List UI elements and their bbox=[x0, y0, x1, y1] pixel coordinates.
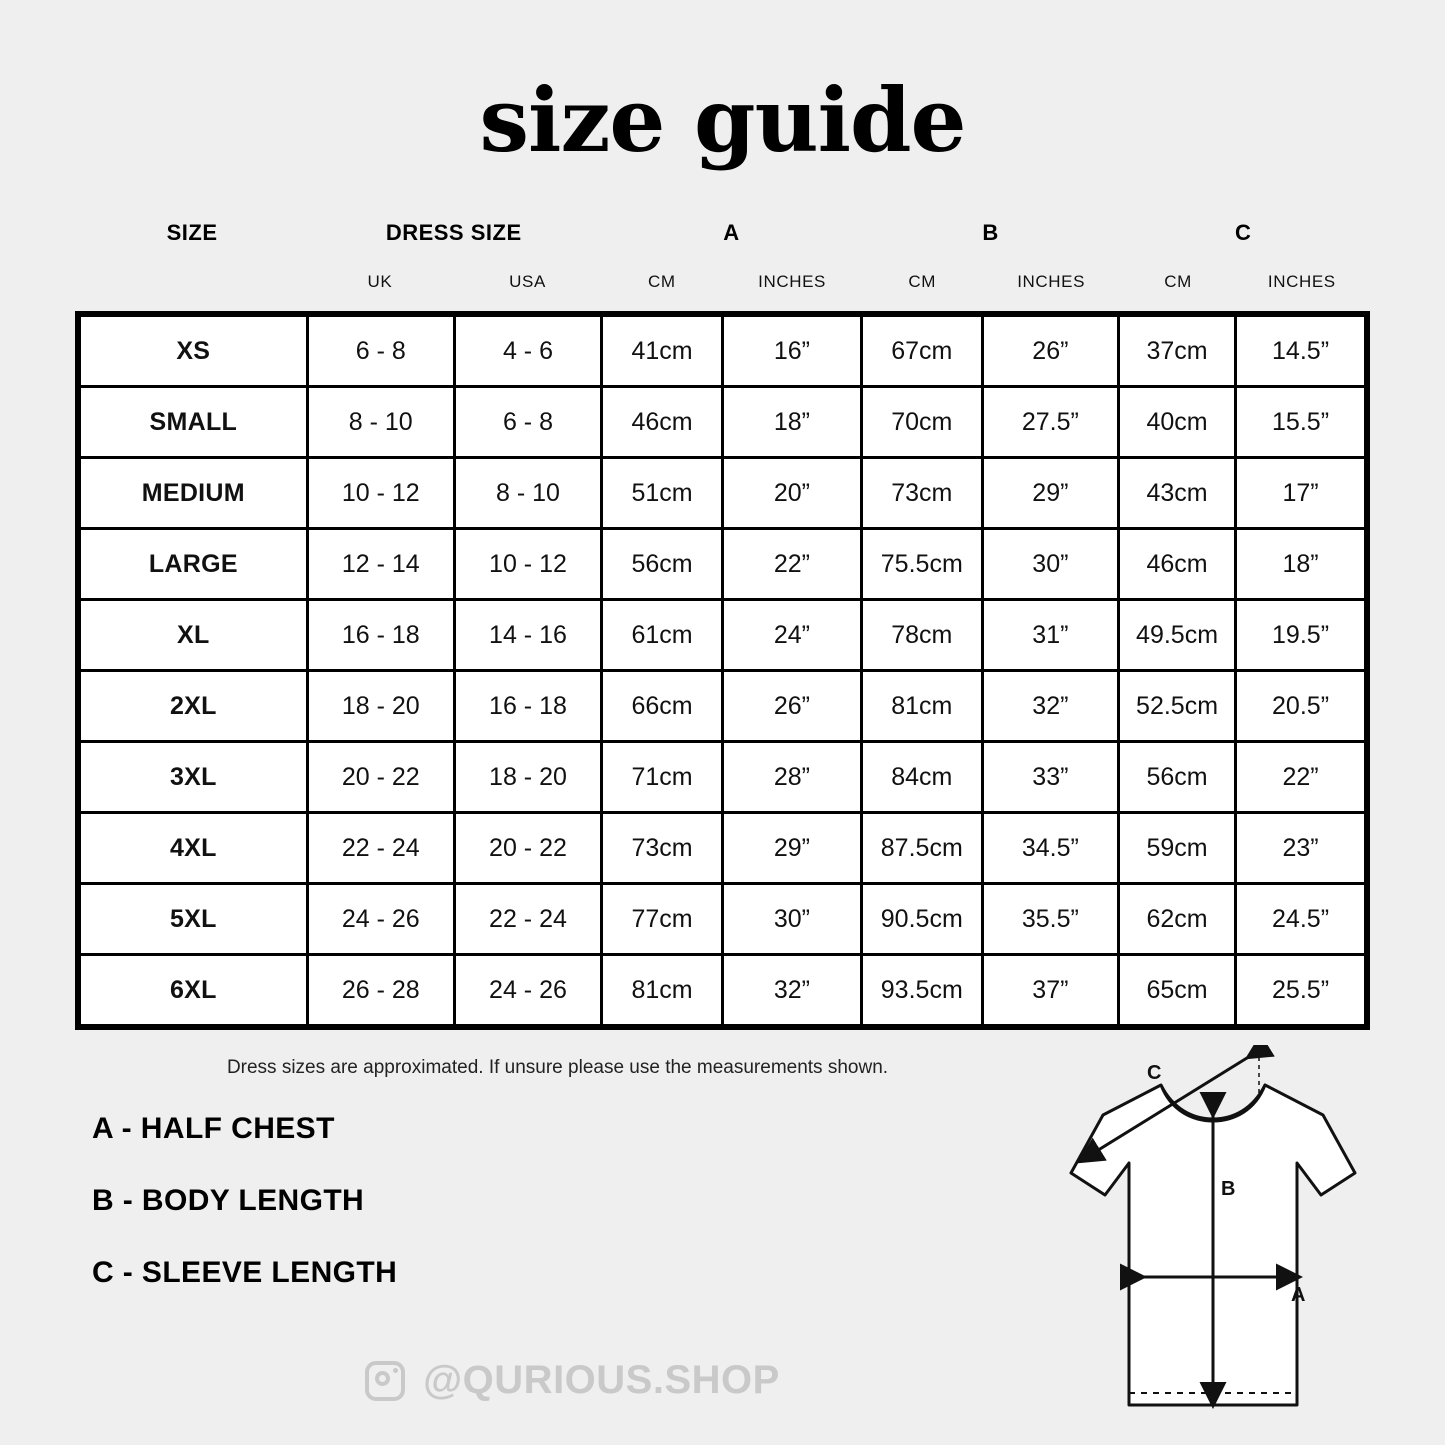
table-row bbox=[80, 529, 1366, 600]
cell-a-in: 29” bbox=[722, 813, 861, 884]
cell-c-in: 18” bbox=[1236, 529, 1366, 600]
cell-size: XS bbox=[80, 316, 308, 387]
cell-b-in: 26” bbox=[982, 316, 1118, 387]
cell-uk: 6 - 8 bbox=[307, 316, 454, 387]
cell-size: XL bbox=[80, 600, 308, 671]
cell-c-cm: 37cm bbox=[1119, 316, 1236, 387]
table-row bbox=[80, 671, 1366, 742]
cell-a-in: 26” bbox=[722, 671, 861, 742]
cell-a-cm: 73cm bbox=[602, 813, 723, 884]
cell-b-in: 35.5” bbox=[982, 884, 1118, 955]
cell-b-in: 31” bbox=[982, 600, 1118, 671]
table-row bbox=[80, 955, 1366, 1026]
cell-a-cm: 81cm bbox=[602, 955, 723, 1026]
header-sub-c-in: INCHES bbox=[1267, 272, 1336, 291]
size-table bbox=[78, 314, 1367, 1027]
cell-b-in: 30” bbox=[982, 529, 1118, 600]
table-header-area bbox=[78, 220, 1367, 292]
cell-uk: 26 - 28 bbox=[307, 955, 454, 1026]
table-row bbox=[80, 316, 1366, 387]
table-row bbox=[80, 884, 1366, 955]
cell-b-in: 37” bbox=[982, 955, 1118, 1026]
cell-a-in: 20” bbox=[722, 458, 861, 529]
cell-a-cm: 71cm bbox=[602, 742, 723, 813]
legend-item-b: B - BODY LENGTH bbox=[92, 1184, 365, 1217]
watermark-handle: @QURIOUS.SHOP bbox=[423, 1358, 780, 1402]
cell-uk: 16 - 18 bbox=[307, 600, 454, 671]
cell-size: 6XL bbox=[80, 955, 308, 1026]
cell-b-in: 33” bbox=[982, 742, 1118, 813]
cell-c-cm: 59cm bbox=[1119, 813, 1236, 884]
page-title: size guide bbox=[479, 68, 966, 172]
header-sub-a-cm: CM bbox=[648, 272, 676, 291]
legend-item-c: C - SLEEVE LENGTH bbox=[92, 1256, 398, 1289]
cell-a-cm: 56cm bbox=[602, 529, 723, 600]
cell-c-in: 15.5” bbox=[1236, 387, 1366, 458]
cell-c-in: 19.5” bbox=[1236, 600, 1366, 671]
cell-c-cm: 52.5cm bbox=[1119, 671, 1236, 742]
header-sub-c-cm: CM bbox=[1164, 272, 1192, 291]
cell-c-in: 22” bbox=[1236, 742, 1366, 813]
cell-c-cm: 49.5cm bbox=[1119, 600, 1236, 671]
cell-c-in: 25.5” bbox=[1236, 955, 1366, 1026]
cell-b-cm: 90.5cm bbox=[861, 884, 982, 955]
cell-a-in: 28” bbox=[722, 742, 861, 813]
cell-usa: 6 - 8 bbox=[454, 387, 601, 458]
header-group-row bbox=[78, 220, 1367, 246]
cell-size: 2XL bbox=[80, 671, 308, 742]
cell-size: 4XL bbox=[80, 813, 308, 884]
cell-uk: 24 - 26 bbox=[307, 884, 454, 955]
cell-c-cm: 62cm bbox=[1119, 884, 1236, 955]
cell-b-in: 34.5” bbox=[982, 813, 1118, 884]
cell-a-in: 24” bbox=[722, 600, 861, 671]
cell-a-in: 22” bbox=[722, 529, 861, 600]
cell-size: 5XL bbox=[80, 884, 308, 955]
table-row bbox=[80, 742, 1366, 813]
diagram-label-c: C bbox=[1147, 1062, 1162, 1084]
cell-c-cm: 56cm bbox=[1119, 742, 1236, 813]
cell-size: SMALL bbox=[80, 387, 308, 458]
cell-a-cm: 46cm bbox=[602, 387, 723, 458]
header-sub-blank bbox=[78, 246, 306, 292]
cell-a-cm: 66cm bbox=[602, 671, 723, 742]
cell-usa: 8 - 10 bbox=[454, 458, 601, 529]
header-sub-a-in: INCHES bbox=[758, 272, 826, 291]
cell-usa: 16 - 18 bbox=[454, 671, 601, 742]
disclaimer-note: Dress sizes are approximated. If unsure please use the measurements shown. bbox=[226, 1057, 889, 1078]
cell-b-cm: 84cm bbox=[861, 742, 982, 813]
diagram-label-a: A bbox=[1291, 1284, 1306, 1306]
cell-c-cm: 46cm bbox=[1119, 529, 1236, 600]
header-group-dress: DRESS SIZE bbox=[385, 220, 522, 245]
cell-usa: 20 - 22 bbox=[454, 813, 601, 884]
cell-a-in: 32” bbox=[722, 955, 861, 1026]
header-sub-usa: USA bbox=[509, 272, 546, 291]
header-sub-row bbox=[78, 246, 1367, 292]
cell-b-cm: 75.5cm bbox=[861, 529, 982, 600]
cell-usa: 14 - 16 bbox=[454, 600, 601, 671]
cell-a-in: 18” bbox=[722, 387, 861, 458]
cell-b-cm: 78cm bbox=[861, 600, 982, 671]
header-group-size: SIZE bbox=[166, 220, 218, 245]
cell-a-cm: 77cm bbox=[602, 884, 723, 955]
cell-uk: 22 - 24 bbox=[307, 813, 454, 884]
cell-uk: 12 - 14 bbox=[307, 529, 454, 600]
cell-b-cm: 93.5cm bbox=[861, 955, 982, 1026]
table-row bbox=[80, 600, 1366, 671]
cell-c-in: 14.5” bbox=[1236, 316, 1366, 387]
cell-size: 3XL bbox=[80, 742, 308, 813]
watermark bbox=[0, 1358, 1445, 1403]
cell-a-cm: 41cm bbox=[602, 316, 723, 387]
cell-usa: 10 - 12 bbox=[454, 529, 601, 600]
legend-item-a: A - HALF CHEST bbox=[92, 1112, 335, 1145]
cell-b-cm: 73cm bbox=[861, 458, 982, 529]
cell-c-in: 24.5” bbox=[1236, 884, 1366, 955]
table-row bbox=[80, 813, 1366, 884]
cell-usa: 24 - 26 bbox=[454, 955, 601, 1026]
cell-size: LARGE bbox=[80, 529, 308, 600]
table-row bbox=[80, 387, 1366, 458]
cell-usa: 4 - 6 bbox=[454, 316, 601, 387]
cell-b-cm: 67cm bbox=[861, 316, 982, 387]
cell-b-in: 32” bbox=[982, 671, 1118, 742]
header-sub-uk: UK bbox=[367, 272, 393, 291]
cell-uk: 20 - 22 bbox=[307, 742, 454, 813]
cell-a-in: 30” bbox=[722, 884, 861, 955]
instagram-icon bbox=[365, 1361, 405, 1401]
header-group-c: C bbox=[1235, 220, 1252, 245]
cell-b-cm: 70cm bbox=[861, 387, 982, 458]
measurement-legend bbox=[92, 1112, 397, 1328]
cell-a-cm: 51cm bbox=[602, 458, 723, 529]
header-group-a: A bbox=[723, 220, 740, 245]
header-group-b: B bbox=[982, 220, 999, 245]
cell-c-in: 20.5” bbox=[1236, 671, 1366, 742]
cell-b-cm: 87.5cm bbox=[861, 813, 982, 884]
cell-size: MEDIUM bbox=[80, 458, 308, 529]
cell-a-cm: 61cm bbox=[602, 600, 723, 671]
cell-c-cm: 40cm bbox=[1119, 387, 1236, 458]
cell-uk: 10 - 12 bbox=[307, 458, 454, 529]
cell-b-cm: 81cm bbox=[861, 671, 982, 742]
cell-c-in: 17” bbox=[1236, 458, 1366, 529]
cell-b-in: 27.5” bbox=[982, 387, 1118, 458]
header-sub-b-cm: CM bbox=[908, 272, 937, 291]
cell-c-in: 23” bbox=[1236, 813, 1366, 884]
table-row bbox=[80, 458, 1366, 529]
cell-usa: 18 - 20 bbox=[454, 742, 601, 813]
cell-uk: 18 - 20 bbox=[307, 671, 454, 742]
cell-a-in: 16” bbox=[722, 316, 861, 387]
header-sub-b-in: INCHES bbox=[1017, 272, 1086, 291]
cell-c-cm: 43cm bbox=[1119, 458, 1236, 529]
cell-c-cm: 65cm bbox=[1119, 955, 1236, 1026]
cell-b-in: 29” bbox=[982, 458, 1118, 529]
cell-usa: 22 - 24 bbox=[454, 884, 601, 955]
cell-uk: 8 - 10 bbox=[307, 387, 454, 458]
diagram-label-b: B bbox=[1221, 1178, 1236, 1200]
